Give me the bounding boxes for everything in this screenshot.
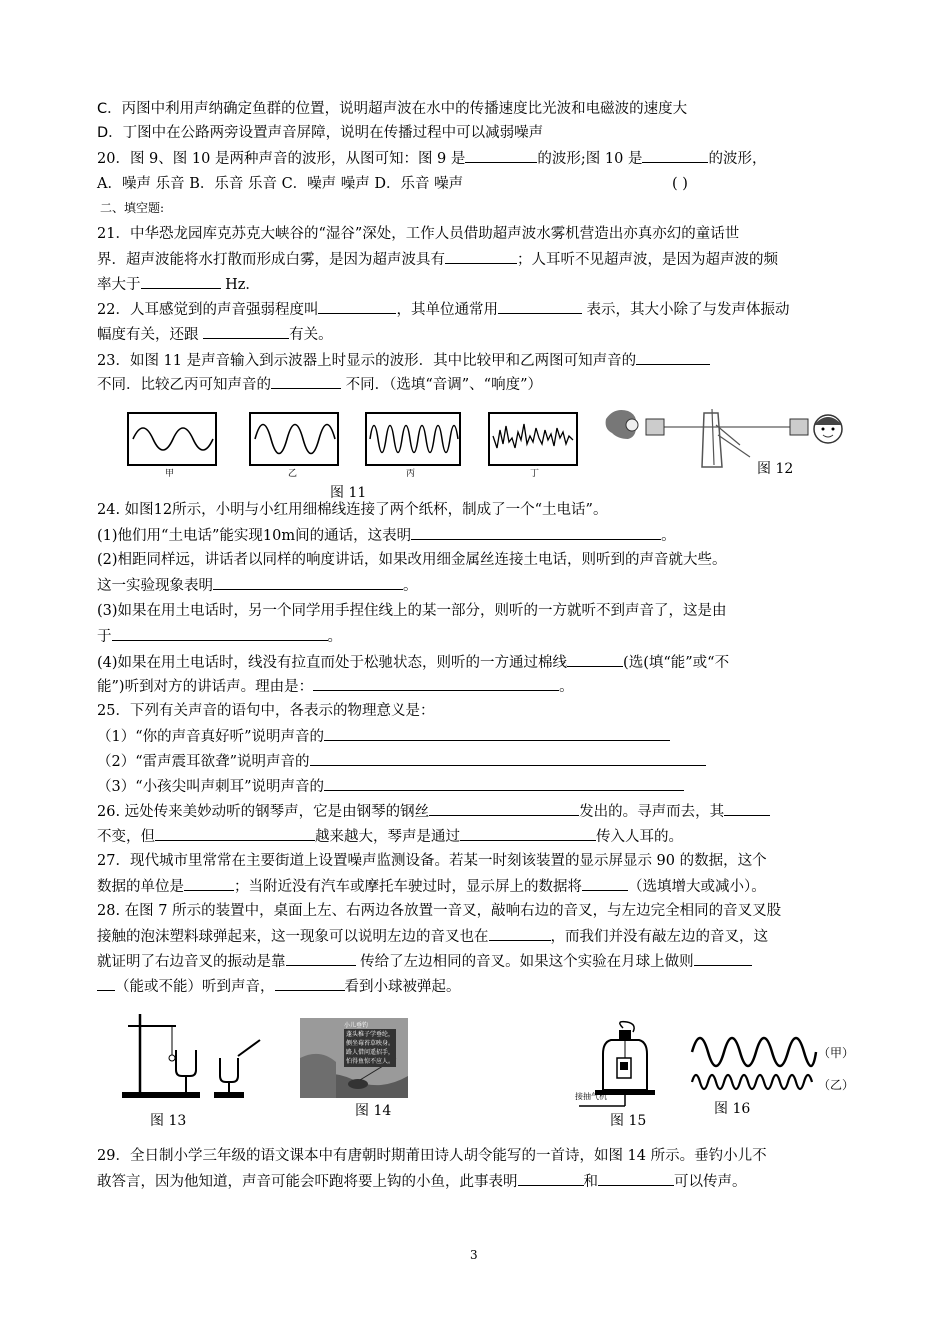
- q22-text-a: 22．人耳感觉到的声音强弱程度叫: [97, 302, 319, 318]
- q24-sub-2: (2)相距同样远，讲话者以同样的响度讲话，如果改用细金属丝连接土电话，则听到的声音就大些。: [97, 552, 727, 568]
- q22-line-1: [97, 299, 790, 320]
- q21-text-c: 率大于: [97, 277, 141, 293]
- q25-1-blank[interactable]: [324, 726, 670, 741]
- q24-2-text: 这一实验现象表明: [97, 578, 213, 594]
- tuning-fork-icon: [120, 1010, 270, 1110]
- figure-13-caption: 图 13: [150, 1113, 187, 1129]
- q28-line-3: [97, 951, 752, 972]
- waveform-ding-label: 丁: [530, 469, 540, 479]
- q27-text-b: ；当附近没有汽车或摩托车驶过时，显示屏上的数据将: [234, 879, 582, 895]
- q24-1-end: 。: [661, 528, 676, 544]
- waveform-yi: [249, 412, 339, 466]
- q29-line-1: 29．全日制小学三年级的语文课本中有唐朝时期莆田诗人胡令能写的一首诗，如图 14 所示。垂钓小儿不: [97, 1148, 767, 1164]
- figure-13-tuning-forks: [120, 1010, 270, 1110]
- figure-14-poem-picture: [300, 1018, 408, 1098]
- q24-4-end: 。: [559, 679, 574, 695]
- q27-line-2: [97, 876, 766, 897]
- option-c: C．丙图中利用声纳确定鱼群的位置，说明超声波在水中的传播速度比光波和电磁波的速度大: [97, 101, 688, 117]
- q20-text-c: 的波形，: [708, 151, 767, 167]
- q20-blank-1[interactable]: [465, 148, 537, 163]
- q24-2-end: 。: [403, 578, 418, 594]
- q23-blank-1[interactable]: [636, 350, 710, 365]
- q25-sub-1: [97, 726, 670, 747]
- q29-text-a: 敢答言，因为他知道，声音可能会吓跑将要上钩的小鱼，此事表明: [97, 1174, 518, 1190]
- q22-blank-3[interactable]: [203, 324, 289, 339]
- q29-blank-1[interactable]: [518, 1171, 584, 1186]
- q29-text-b: 和: [583, 1174, 598, 1190]
- q21-line-1: 21．中华恐龙园库克苏克大峡谷的“湿谷”深处，工作人员借助超声波水雾机营造出亦真亦幻的童话世: [97, 226, 740, 242]
- q23-text-c: 不同．（选填“音调”、“响度”）: [341, 377, 543, 393]
- sine-wave-icon: [367, 414, 459, 464]
- q28-line-4: [97, 976, 461, 997]
- poem-line: 路人借问遥招手，: [346, 1049, 395, 1056]
- q23-text-a: 23．如图 11 是声音输入到示波器上时显示的波形．其中比较甲和乙两图可知声音的: [97, 353, 637, 369]
- q29-line-2: [97, 1171, 747, 1192]
- poem-line: 侧坐莓苔草映身。: [346, 1040, 395, 1047]
- figure-16-caption: 图 16: [714, 1101, 751, 1117]
- q20-options: [97, 174, 688, 194]
- q22-text-c: 表示，其大小除了与发声体振动: [581, 302, 790, 318]
- q24-3-blank[interactable]: [112, 626, 328, 641]
- q21-text-d: Hz．: [220, 277, 260, 293]
- q21-line-3: [97, 274, 260, 295]
- q26-line-1: [97, 801, 770, 822]
- q27-blank-2[interactable]: [582, 876, 628, 891]
- q27-text-c: （选填增大或减小）。: [628, 879, 766, 895]
- q22-blank-1[interactable]: [318, 299, 396, 314]
- q23-line-1: [97, 350, 710, 371]
- poem-line: 怕得鱼惊不应人。: [346, 1058, 395, 1065]
- q27-line-1: 27．现代城市里常常在主要街道上设置噪声监测设备。若某一时刻该装置的显示屏显示 90 的数据，这个: [97, 853, 767, 869]
- q28-blank-3[interactable]: [694, 951, 752, 966]
- q25-3-text: （3）“小孩尖叫声刺耳”说明声音的: [97, 779, 325, 795]
- q24-sub-3: (3)如果在用土电话时，另一个同学用手捏住线上的某一部分，则听的一方就听不到声音了，这是由: [97, 603, 727, 619]
- q28-text-b: ，而我们并没有敲左边的音叉，这: [550, 929, 768, 945]
- q20-text-b: 的波形;图 10 是: [537, 151, 643, 167]
- q28-text-e: （能或不能）听到声音，: [115, 979, 275, 995]
- q26-text-d: 越来越大，琴声是通过: [315, 829, 460, 845]
- q26-blank-4[interactable]: [460, 826, 596, 841]
- q28-blank-2[interactable]: [286, 951, 356, 966]
- poem-line: 蓬头稚子学垂纶，: [346, 1031, 395, 1038]
- q24-4-text-c: 能”)听到对方的讲话声。理由是：: [97, 679, 314, 695]
- q24-1-blank[interactable]: [411, 525, 661, 540]
- noise-wave-icon: [490, 414, 576, 464]
- q22-text-d: 幅度有关，还跟: [97, 327, 204, 343]
- q21-text-a: 界．超声波能将水打散而形成白雾，是因为超声波具有: [97, 252, 445, 268]
- q24-sub-4b: [97, 676, 574, 697]
- q29-blank-2[interactable]: [598, 1171, 674, 1186]
- q25-line: 25．下列有关声音的语句中，各表示的物理意义是：: [97, 703, 435, 719]
- wave-compare-icon: [690, 1030, 820, 1100]
- q24-4-blank-2[interactable]: [313, 676, 559, 691]
- q28-text-f: 看到小球被弹起。: [344, 979, 461, 995]
- fig15-pump-label: 接抽气机: [575, 1092, 607, 1101]
- q20-options-text: A．噪声 乐音 B．乐音 乐音 C．噪声 噪声 D．乐音 噪声: [97, 176, 464, 192]
- q25-sub-2: [97, 751, 706, 772]
- q26-blank-2[interactable]: [724, 801, 770, 816]
- figure-15-caption: 图 15: [610, 1113, 647, 1129]
- q29-text-c: 可以传声。: [674, 1174, 747, 1190]
- q21-blank-1[interactable]: [445, 249, 517, 264]
- q21-blank-2[interactable]: [141, 274, 221, 289]
- q25-3-blank[interactable]: [324, 776, 684, 791]
- waveform-jia: [127, 412, 217, 466]
- q22-line-2: [97, 324, 333, 345]
- q23-text-b: 不同．比较乙丙可知声音的: [97, 377, 271, 393]
- waveform-bing-label: 丙: [406, 469, 416, 479]
- q25-2-text: （2）“雷声震耳欲聋”说明声音的: [97, 754, 310, 770]
- q26-blank-1[interactable]: [429, 801, 579, 816]
- q24-4-text-a: (4)如果在用土电话时，线没有拉直而处于松驰状态，则听的一方通过棉线: [97, 655, 568, 671]
- waveform-jia-label: 甲: [165, 469, 175, 479]
- q24-sub-2b: [97, 575, 418, 596]
- q28-blank-4[interactable]: [97, 976, 115, 991]
- q24-1-text: (1)他们用“土电话”能实现10m间的通话，这表明: [97, 528, 412, 544]
- q24-2-blank[interactable]: [213, 575, 403, 590]
- q24-4-blank-1[interactable]: [567, 652, 623, 667]
- page-number: 3: [470, 1248, 478, 1262]
- q24-3-end: 。: [327, 629, 342, 645]
- q21-text-b: ；人耳听不见超声波，是因为超声波的频: [517, 252, 778, 268]
- q26-text-e: 传入人耳的。: [596, 829, 683, 845]
- waveform-yi-label: 乙: [288, 469, 298, 479]
- q25-sub-3: [97, 776, 684, 797]
- option-d: D．丁图中在公路两旁设置声音屏障，说明在传播过程中可以减弱噪声: [97, 125, 544, 141]
- q20-answer-paren: ( ): [672, 176, 688, 192]
- q24-sub-1: [97, 525, 676, 546]
- figure-12-string-phone: [600, 405, 850, 475]
- fig16-yi-label: （乙）: [818, 1078, 855, 1092]
- q26-blank-3[interactable]: [155, 826, 315, 841]
- q25-1-text: （1）“你的声音真好听”说明声音的: [97, 729, 325, 745]
- figure-11-caption: 图 11: [330, 485, 367, 501]
- q20-blank-2[interactable]: [642, 148, 708, 163]
- q28-blank-1[interactable]: [489, 926, 551, 941]
- sine-wave-icon: [129, 414, 215, 464]
- q27-blank-1[interactable]: [184, 876, 234, 891]
- q22-text-e: 有关。: [289, 327, 333, 343]
- q21-line-2: [97, 249, 778, 270]
- q26-text-c: 不变，但: [97, 829, 155, 845]
- figure-12-caption: 图 12: [757, 461, 794, 477]
- q26-text-b: 发出的。寻声而去，其: [579, 804, 725, 820]
- waveform-bing: [365, 412, 461, 466]
- q24-sub-4: [97, 652, 729, 673]
- string-phone-icon: [600, 405, 850, 475]
- q24-3-text: 于: [97, 629, 112, 645]
- q23-line-2: [97, 374, 542, 395]
- q22-blank-2[interactable]: [498, 299, 582, 314]
- waveform-ding: [488, 412, 578, 466]
- q24-line-1: 24. 如图12所示，小明与小红用细棉线连接了两个纸杯，制成了一个“土电话”。: [97, 502, 608, 518]
- q23-blank-2[interactable]: [271, 374, 341, 389]
- q28-text-a: 接触的泡沫塑料球弹起来，这一现象可以说明左边的音叉也在: [97, 929, 489, 945]
- q25-2-blank[interactable]: [310, 751, 706, 766]
- q28-text-c: 就证明了右边音叉的振动是靠: [97, 954, 286, 970]
- q20-text-a: 20．图 9、图 10 是两种声音的波形，从图可知：图 9 是: [97, 151, 466, 167]
- q26-line-2: [97, 826, 683, 847]
- poem-title: 小儿垂钓: [344, 1022, 369, 1029]
- q28-line-2: [97, 926, 768, 947]
- sine-wave-icon: [251, 414, 337, 464]
- figure-14-caption: 图 14: [355, 1103, 392, 1119]
- question-20: [97, 148, 766, 169]
- q28-text-d: 传给了左边相同的音叉。如果这个实验在月球上做则: [355, 954, 694, 970]
- figure-16-waves: [690, 1030, 820, 1100]
- q26-text-a: 26. 远处传来美妙动听的钢琴声，它是由钢琴的钢丝: [97, 804, 430, 820]
- q22-text-b: ，其单位通常用: [396, 302, 498, 318]
- q24-sub-3b: [97, 626, 342, 647]
- poem-text: [344, 1029, 396, 1067]
- section-heading: 二、填空题:: [100, 201, 165, 215]
- fig16-jia-label: （甲）: [818, 1046, 855, 1060]
- q28-line-1: 28. 在图 7 所示的装置中，桌面上左、右两边各放置一音叉，敲响右边的音叉，与左边完全相同的音叉叉股: [97, 903, 782, 919]
- q28-blank-5[interactable]: [275, 976, 345, 991]
- q24-4-text-b: (选(填“能”或“不: [623, 655, 730, 671]
- q27-text-a: 数据的单位是: [97, 879, 184, 895]
